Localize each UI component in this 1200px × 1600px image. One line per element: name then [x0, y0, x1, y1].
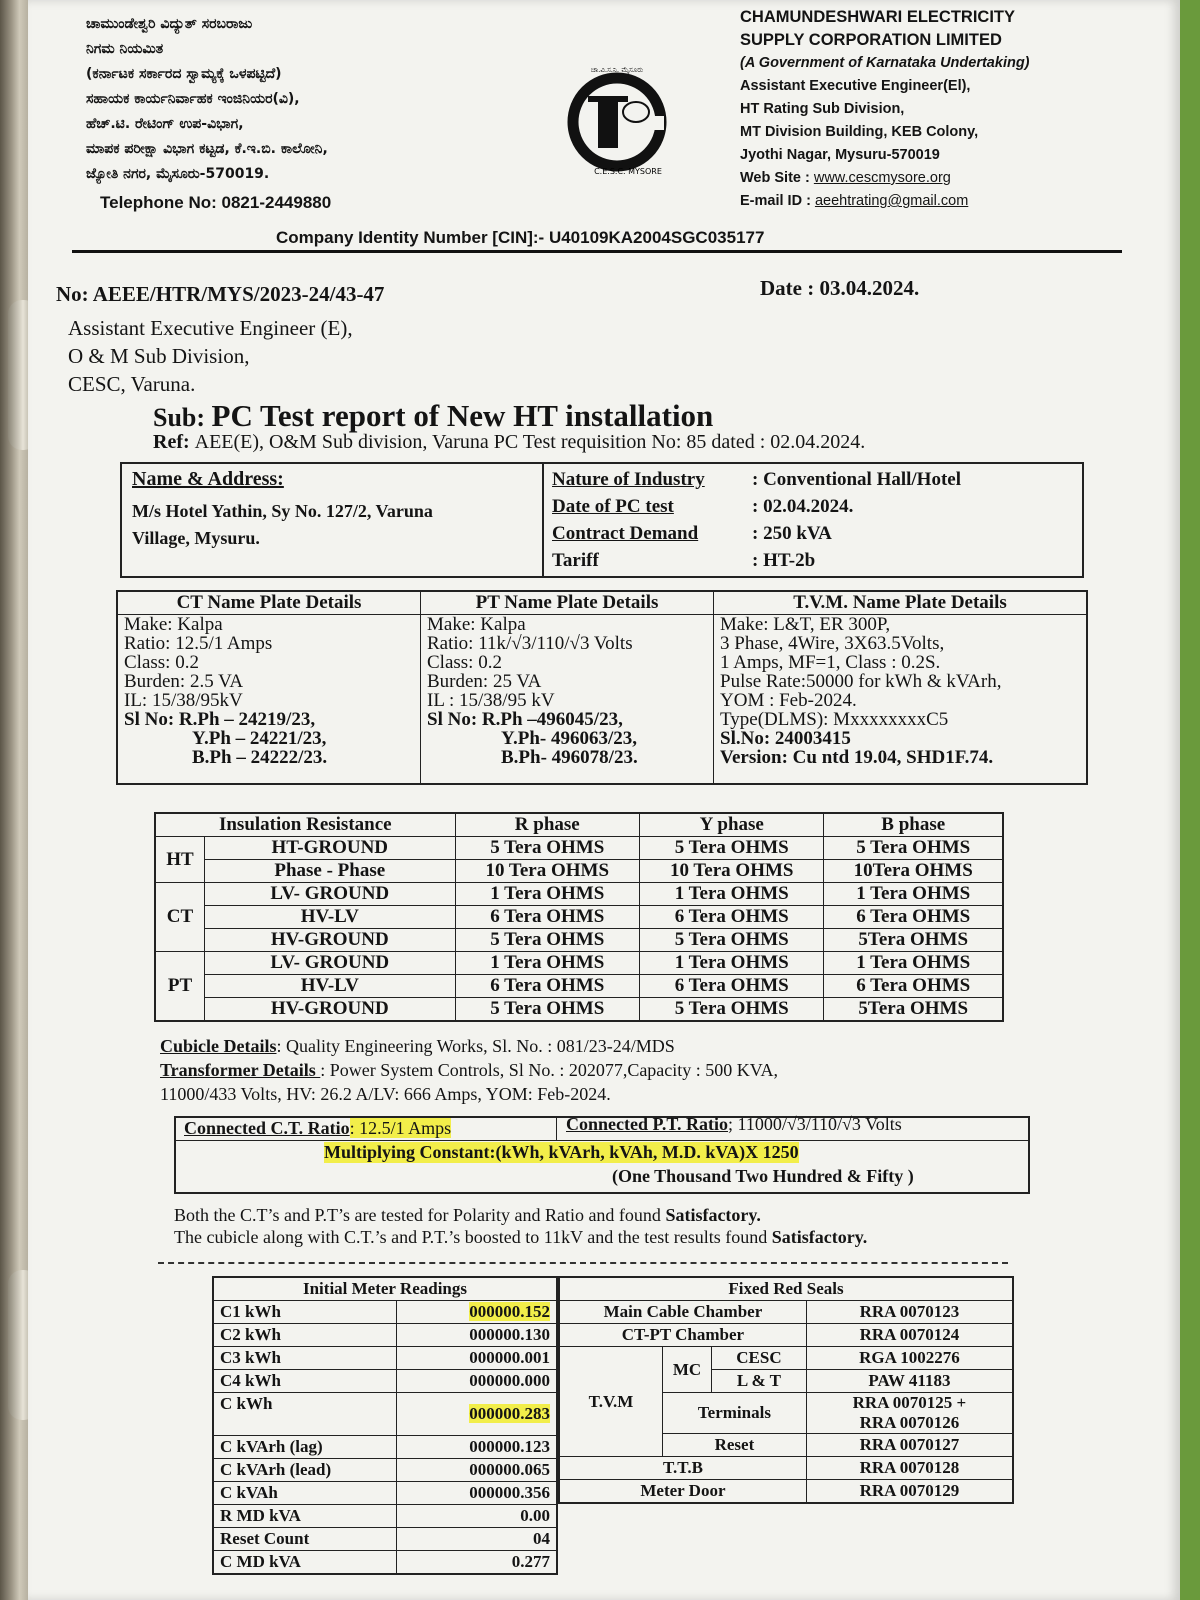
reference-text: AEE(E), O&M Sub division, Varuna PC Test requisition No: 85 dated : 02.04.2024. [194, 431, 866, 453]
divider [176, 1140, 1028, 1141]
tvm-line: Make: L&T, ER 300P, [720, 614, 891, 635]
reading-value: 000000.123 [397, 1436, 558, 1459]
subject [153, 398, 713, 434]
kn-line: ಮಾಪಕ ಪರೀಕ್ಷಾ ವಿಭಾಗ ಕಟ್ಟಡ, ಕೆ.ಇ.ಬಿ. ಕಾಲೋನಿ, [86, 141, 328, 157]
group-pt: PT [155, 952, 205, 1022]
table-row [213, 1324, 557, 1347]
website-link[interactable]: www.cescmysore.org [813, 170, 951, 186]
table-row [155, 906, 1003, 929]
consumer-box [120, 462, 1084, 578]
consumer-facts [552, 466, 961, 574]
ct-line: Burden: 2.5 VA [124, 671, 244, 692]
transformer-label: Transformer Details [160, 1060, 321, 1080]
r-value: 1 Tera OHMS [455, 952, 639, 975]
addressee-line: CESC, Varuna. [68, 372, 196, 396]
seal-label: Meter Door [559, 1480, 806, 1504]
tvm-version: Version: Cu ntd 19.04, SHD1F.74. [720, 747, 994, 768]
fact-label: Date of PC test [552, 496, 674, 517]
table-row [155, 998, 1003, 1022]
pt-line: Class: 0.2 [427, 652, 502, 673]
conclusion-line [174, 1204, 867, 1226]
website-label: Web Site : [740, 170, 814, 186]
table-row [155, 860, 1003, 883]
r-value: 5 Tera OHMS [455, 998, 639, 1022]
pt-line: Make: Kalpa [427, 614, 526, 635]
col-r-phase: R phase [455, 813, 639, 837]
reading-label: C MD kVA [213, 1551, 397, 1575]
subject-text: PC Test report of New HT installation [211, 398, 714, 433]
pt-ratio-value: ; 11000/√3/110/√3 Volts [728, 1114, 902, 1134]
tvm-line: Pulse Rate:50000 for kWh & kVArh, [720, 671, 1002, 692]
kn-line: ಸಹಾಯಕ ಕಾರ್ಯನಿರ್ವಾಹಕ ಇಂಜಿನಿಯರ(ವಿ), [86, 91, 300, 107]
insulation-table [154, 812, 1004, 1022]
kn-line: ನಿಗಮ ನಿಯಮಿತ [86, 41, 164, 57]
english-header [740, 6, 1030, 213]
pt-details [421, 615, 714, 785]
reading-label: C4 kWh [213, 1370, 397, 1393]
reading-value: 000000.356 [397, 1482, 558, 1505]
conclusion-result: Satisfactory. [665, 1205, 761, 1225]
ct-line: Class: 0.2 [124, 652, 199, 673]
y-value: 5 Tera OHMS [640, 837, 824, 860]
reading-label: C kVArh (lead) [213, 1459, 397, 1482]
tvm-line: 1 Amps, MF=1, Class : 0.2S. [720, 652, 941, 673]
pt-line: Burden: 25 VA [427, 671, 542, 692]
y-value: 5 Tera OHMS [640, 998, 824, 1022]
divider [542, 464, 544, 576]
email-link[interactable]: aeehtrating@gmail.com [814, 193, 969, 209]
r-value: 6 Tera OHMS [455, 906, 639, 929]
seal-label: L & T [712, 1370, 807, 1393]
org-name: CHAMUNDESHWARI ELECTRICITY [740, 8, 1015, 26]
tvm-line: YOM : Feb-2024. [720, 690, 857, 711]
reading-value: 000000.000 [397, 1370, 558, 1393]
reading-label: C kVAh [213, 1482, 397, 1505]
addressee-line: Assistant Executive Engineer (E), [68, 316, 353, 340]
fact-label: Tariff [552, 550, 599, 571]
transformer-text: : Power System Controls, Sl No. : 202077,Capacity : 500 KVA, [320, 1060, 778, 1080]
fact-row [552, 520, 961, 547]
fact-row [552, 547, 961, 574]
fact-value: : 250 kVA [752, 523, 832, 544]
divider [556, 1118, 557, 1140]
pt-serial: Y.Ph- 496063/23, [501, 728, 638, 749]
y-value: 1 Tera OHMS [640, 952, 824, 975]
reading-value: 000000.130 [397, 1324, 558, 1347]
tvm-line: Type(DLMS): MxxxxxxxxC5 [720, 709, 949, 730]
kn-line: ಜ್ಯೋತಿ ನಗರ, ಮೈಸೂರು-570019. [86, 166, 270, 182]
col-b-phase: B phase [824, 813, 1003, 837]
logo-bottom-text: C.E.S.C. MYSORE [594, 167, 662, 176]
r-value: 1 Tera OHMS [455, 883, 639, 906]
r-value: 10 Tera OHMS [455, 860, 639, 883]
seal-value: RRA 0070123 [806, 1301, 1013, 1324]
b-value: 5Tera OHMS [824, 929, 1003, 952]
test-name: LV- GROUND [205, 883, 456, 906]
ct-ratio [184, 1118, 451, 1139]
reference [153, 431, 865, 454]
email-label: E-mail ID : [740, 193, 815, 209]
test-name: LV- GROUND [205, 952, 456, 975]
b-value: 6 Tera OHMS [824, 906, 1003, 929]
reading-value: 000000.001 [397, 1347, 558, 1370]
b-value: 1 Tera OHMS [824, 883, 1003, 906]
fact-label: Nature of Industry [552, 469, 705, 490]
seal-label: Reset [663, 1434, 807, 1457]
kn-line: (ಕರ್ನಾಟಕ ಸರ್ಕಾರದ ಸ್ವಾಮ್ಯಕ್ಕೆ ಒಳಪಟ್ಟಿದೆ) [86, 66, 282, 82]
table-row [559, 1301, 1013, 1324]
cubicle-label: Cubicle Details [160, 1036, 277, 1056]
seal-value: RRA 0070127 [806, 1434, 1013, 1457]
pt-serial: Sl No: R.Ph –496045/23, [427, 709, 623, 730]
table-row [155, 837, 1003, 860]
ct-title: CT Name Plate Details [117, 591, 421, 615]
seal-group-mc: MC [663, 1347, 712, 1393]
tvm-line: 3 Phase, 4Wire, 3X63.5Volts, [720, 633, 945, 654]
seal-label: T.T.B [559, 1457, 806, 1480]
ct-line: Ratio: 12.5/1 Amps [124, 633, 273, 654]
test-name: HT-GROUND [205, 837, 456, 860]
seal-value: RRA 0070128 [806, 1457, 1013, 1480]
transformer-text-2: 11000/433 Volts, HV: 26.2 A/LV: 666 Amps, YOM: Feb-2024. [160, 1084, 611, 1104]
seal-value: RRA 0070124 [806, 1324, 1013, 1347]
test-name: HV-LV [205, 906, 456, 929]
r-value: 5 Tera OHMS [455, 929, 639, 952]
b-value: 10Tera OHMS [824, 860, 1003, 883]
table-row [213, 1393, 557, 1436]
reading-value: 000000.065 [397, 1459, 558, 1482]
test-name: Phase - Phase [205, 860, 456, 883]
nameplate-table [116, 590, 1088, 785]
ct-line: Make: Kalpa [124, 614, 223, 635]
dashed-rule [158, 1262, 1008, 1264]
r-value: 5 Tera OHMS [455, 837, 639, 860]
reading-label: C kVArh (lag) [213, 1436, 397, 1459]
fact-value: : Conventional Hall/Hotel [752, 469, 961, 490]
reading-value: 000000.152 [469, 1302, 550, 1321]
test-name: HV-GROUND [205, 998, 456, 1022]
reading-label: C1 kWh [213, 1301, 397, 1324]
table-row [213, 1482, 557, 1505]
reading-label: R MD kVA [213, 1505, 397, 1528]
meter-readings-table [212, 1276, 558, 1575]
address-line: Village, Mysuru. [132, 528, 260, 548]
ct-ratio-label: Connected C.T. Ratio [184, 1118, 350, 1138]
table-row [559, 1457, 1013, 1480]
tvm-serial: Sl.No: 24003415 [720, 728, 851, 749]
table-row [559, 1324, 1013, 1347]
multiplying-constant-words: (One Thousand Two Hundred & Fifty ) [612, 1166, 914, 1186]
ct-serial: Y.Ph – 24221/23, [192, 728, 327, 749]
ratio-box [174, 1116, 1030, 1194]
conclusion-line [174, 1226, 867, 1248]
table-row [213, 1370, 557, 1393]
group-ct: CT [155, 883, 205, 952]
seal-value: RRA 0070129 [806, 1480, 1013, 1504]
pt-serial: B.Ph- 496078/23. [501, 747, 638, 768]
kn-line: ಚಾಮುಂಡೇಶ್ವರಿ ವಿದ್ಯುತ್ ಸರಬರಾಜು [86, 16, 253, 32]
group-ht: HT [155, 837, 205, 883]
table-row [213, 1505, 557, 1528]
seal-value: RRA 0070125 + [852, 1393, 967, 1412]
y-value: 6 Tera OHMS [640, 975, 824, 998]
table-row [559, 1480, 1013, 1504]
pt-line: Ratio: 11k/√3/110/√3 Volts [427, 633, 633, 654]
b-value: 1 Tera OHMS [824, 952, 1003, 975]
fact-label: Contract Demand [552, 523, 699, 544]
consumer-address [132, 498, 433, 552]
readings-title: Initial Meter Readings [213, 1277, 557, 1301]
y-value: 1 Tera OHMS [640, 883, 824, 906]
addressee-line: O & M Sub Division, [68, 344, 250, 368]
org-name: SUPPLY CORPORATION LIMITED [740, 31, 1002, 49]
multiplying-constant: Multiplying Constant:(kWh, kVArh, kVAh, M.D. kVA)X 1250 [324, 1142, 799, 1162]
table-row [155, 929, 1003, 952]
table-row [213, 1301, 557, 1324]
seal-label: Terminals [663, 1393, 807, 1434]
ct-line: IL: 15/38/95kV [124, 690, 243, 711]
reading-value: 0.00 [397, 1505, 558, 1528]
org-status: (A Government of Karnataka Undertaking) [740, 55, 1030, 71]
cin-number: Company Identity Number [CIN]:- U40109KA2004SGC035177 [276, 228, 765, 247]
seals-title: Fixed Red Seals [559, 1277, 1013, 1301]
seal-value: RGA 1002276 [806, 1347, 1013, 1370]
office-line: HT Rating Sub Division, [740, 101, 905, 117]
addressee [68, 314, 353, 398]
seal-group-tvm: T.V.M [559, 1347, 663, 1457]
cubicle-text: : Quality Engineering Works, Sl. No. : 081/23-24/MDS [276, 1036, 675, 1056]
email-line [740, 190, 1030, 213]
seal-label: Main Cable Chamber [559, 1301, 806, 1324]
reading-label: C2 kWh [213, 1324, 397, 1347]
office-line: Assistant Executive Engineer(El), [740, 78, 971, 94]
pt-ratio [566, 1114, 902, 1135]
y-value: 10 Tera OHMS [640, 860, 824, 883]
kannada-header [86, 12, 328, 187]
reading-value: 000000.283 [469, 1404, 550, 1423]
office-line: MT Division Building, KEB Colony, [740, 124, 979, 140]
logo-top-text: ಚಾ.ವಿ.ಸ.ನಿ. ಮೈಸೂರು [590, 66, 644, 74]
fact-row [552, 466, 961, 493]
transformer-line [160, 1058, 778, 1082]
document-page [28, 0, 1180, 1600]
fact-value: : 02.04.2024. [752, 496, 854, 517]
kn-line: ಹೆಚ್.ಟಿ. ರೇಟಿಂಗ್ ಉಪ-ವಿಭಾಗ, [86, 116, 244, 132]
reading-label: C kWh [213, 1393, 397, 1436]
ct-ratio-value: : 12.5/1 Amps [349, 1118, 452, 1138]
y-value: 5 Tera OHMS [640, 929, 824, 952]
seal-value: PAW 41183 [806, 1370, 1013, 1393]
table-row [155, 883, 1003, 906]
name-address-label: Name & Address: [132, 468, 284, 490]
tvm-title: T.V.M. Name Plate Details [714, 591, 1088, 615]
reading-label: C3 kWh [213, 1347, 397, 1370]
pt-line: IL : 15/38/95 kV [427, 690, 555, 711]
table-row [213, 1459, 557, 1482]
pt-title: PT Name Plate Details [421, 591, 714, 615]
subject-label: Sub: [153, 403, 212, 432]
conclusion [174, 1204, 867, 1248]
col-y-phase: Y phase [640, 813, 824, 837]
cubicle-transformer [160, 1034, 778, 1106]
pt-ratio-label: Connected P.T. Ratio [566, 1114, 728, 1134]
table-row [155, 975, 1003, 998]
cesc-logo [558, 60, 676, 178]
telephone: Telephone No: 0821-2449880 [100, 193, 332, 212]
fact-value: : HT-2b [752, 550, 816, 571]
ct-serial: B.Ph – 24222/23. [192, 747, 328, 768]
fact-row [552, 493, 961, 520]
conclusion-result: Satisfactory. [771, 1227, 868, 1247]
r-value: 6 Tera OHMS [455, 975, 639, 998]
b-value: 5Tera OHMS [824, 998, 1003, 1022]
website-line [740, 167, 1030, 190]
header-rule [72, 250, 1122, 253]
seal-value: RRA 0070126 [859, 1413, 960, 1432]
letter-number: No: AEEE/HTR/MYS/2023-24/43-47 [56, 282, 385, 306]
cubicle-line [160, 1034, 778, 1058]
reading-value: 04 [397, 1528, 558, 1551]
table-row [213, 1551, 557, 1575]
seal-label: CT-PT Chamber [559, 1324, 806, 1347]
test-name: HV-GROUND [205, 929, 456, 952]
b-value: 6 Tera OHMS [824, 975, 1003, 998]
b-value: 5 Tera OHMS [824, 837, 1003, 860]
address-line: M/s Hotel Yathin, Sy No. 127/2, Varuna [132, 501, 433, 521]
table-row [213, 1528, 557, 1551]
table-row [155, 952, 1003, 975]
y-value: 6 Tera OHMS [640, 906, 824, 929]
conclusion-text: Both the C.T’s and P.T’s are tested for Polarity and Ratio and found [174, 1205, 666, 1225]
conclusion-text: The cubicle along with C.T.’s and P.T.’s boosted to 11kV and the test results found [174, 1227, 772, 1247]
tvm-details [714, 615, 1088, 785]
insulation-title: Insulation Resistance [155, 813, 455, 837]
red-seals-table [558, 1276, 1014, 1504]
reference-label: Ref: [153, 431, 195, 453]
table-row [559, 1347, 1013, 1370]
ct-serial: Sl No: R.Ph – 24219/23, [124, 709, 316, 730]
reading-value: 0.277 [397, 1551, 558, 1575]
ct-details [117, 615, 421, 785]
letter-date: Date : 03.04.2024. [760, 276, 920, 300]
test-name: HV-LV [205, 975, 456, 998]
reading-label: Reset Count [213, 1528, 397, 1551]
seal-label: CESC [712, 1347, 807, 1370]
office-line: Jyothi Nagar, Mysuru-570019 [740, 147, 940, 163]
table-row [213, 1347, 557, 1370]
table-row [213, 1436, 557, 1459]
